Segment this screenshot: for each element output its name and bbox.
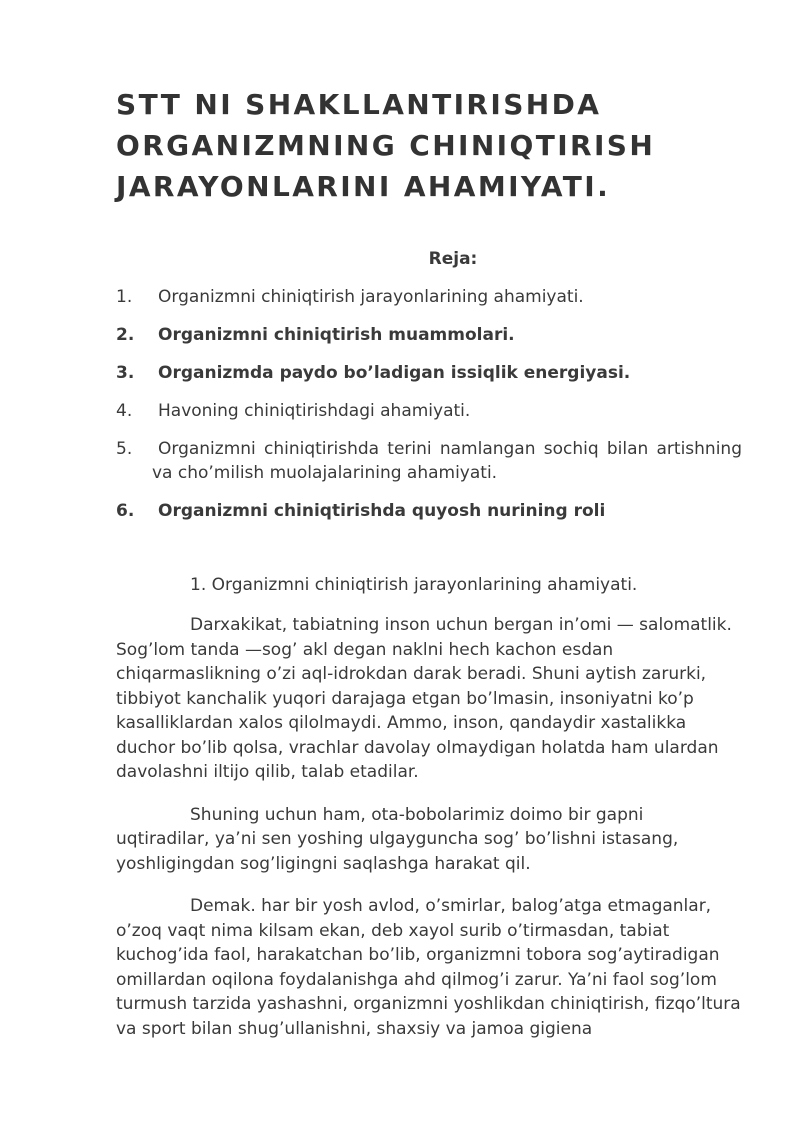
plan-heading: Reja: <box>428 249 478 269</box>
body-paragraph: Shuning uchun ham, ota-bobolarimiz doimo bir gapni uqtiradilar, ya’ni sen yoshing ulgayguncha sog’ bo’lishni istasang, yoshligingdan sog’ligingni saqlashga harakat qil. <box>116 804 679 874</box>
body-paragraph: Demak. har bir yosh avlod, o’smirlar, balog’atga etmaganlar, o’zoq vaqt nima kilsam ekan, deb xayol surib o’tirmasdan, tabiat kuchog’ida faol, harakatchan bo’lib, organizmni tobora sog’aytiradigan omillardan oqilona foydalanishga ahd qilmog’i zarur. Ya’ni faol sog’lom turmush tarzida yashashni, organizmni yoshlikdan chiniqtirish, fizqo’ltura va sport bilan shug’ullanishni, shaxsiy va jamoa gigiena <box>116 896 741 1039</box>
plan-item-number: 3. <box>116 363 135 383</box>
plan-item-text: Organizmda paydo bo’ladigan issiqlik energiyasi. <box>158 363 631 383</box>
plan-item <box>116 499 742 523</box>
plan-item-text: Organizmni chiniqtirishda terini namlangan sochiq bilan artishning va cho’milish muolajalarining ahamiyati. <box>152 439 742 483</box>
plan-list <box>116 285 742 523</box>
plan-item-number: 1. <box>116 287 133 307</box>
plan-item-text: Organizmni chiniqtirish jarayonlarining ahamiyati. <box>158 287 584 307</box>
body-paragraph: Darxakikat, tabiatning inson uchun bergan in’omi — salomatlik. Sog’lom tanda —sog’ akl degan naklni hech kachon esdan chiqarmaslikning o’zi aql-idrokdan darak beradi. Shuni aytish zarurki, tibbiyot kanchalik yuqori darajaga etgan bo’lmasin, insoniyatni ko’p kasalliklardan xalos qilolmaydi. Ammo, inson, qandaydir xastalikka duchor bo’lib qolsa, vrachlar davolay olmaydigan holatda ham ulardan davolashni iltijo qilib, talab etadilar. <box>116 615 732 782</box>
plan-item <box>116 361 742 385</box>
plan-item-text: Havoning chiniqtirishdagi ahamiyati. <box>158 401 471 421</box>
plan-item-number: 4. <box>116 401 133 421</box>
plan-item-number: 2. <box>116 325 135 345</box>
plan-item-number: 5. <box>116 439 133 459</box>
document-title: STT NI SHAKLLANTIRISHDA ORGANIZMNING CHINIQTIRISH JARAYONLARINI AHAMIYATI. <box>116 88 656 203</box>
plan-item-text: Organizmni chiniqtirish muammolari. <box>158 325 515 345</box>
section-heading: 1. Organizmni chiniqtirish jarayonlarining ahamiyati. <box>190 575 638 595</box>
plan-item <box>116 285 742 309</box>
plan-item <box>116 323 742 347</box>
plan-item-text: Organizmni chiniqtirishda quyosh nurining roli <box>158 501 606 521</box>
plan-item <box>116 399 742 423</box>
plan-item-number: 6. <box>116 501 135 521</box>
plan-item <box>116 437 742 485</box>
